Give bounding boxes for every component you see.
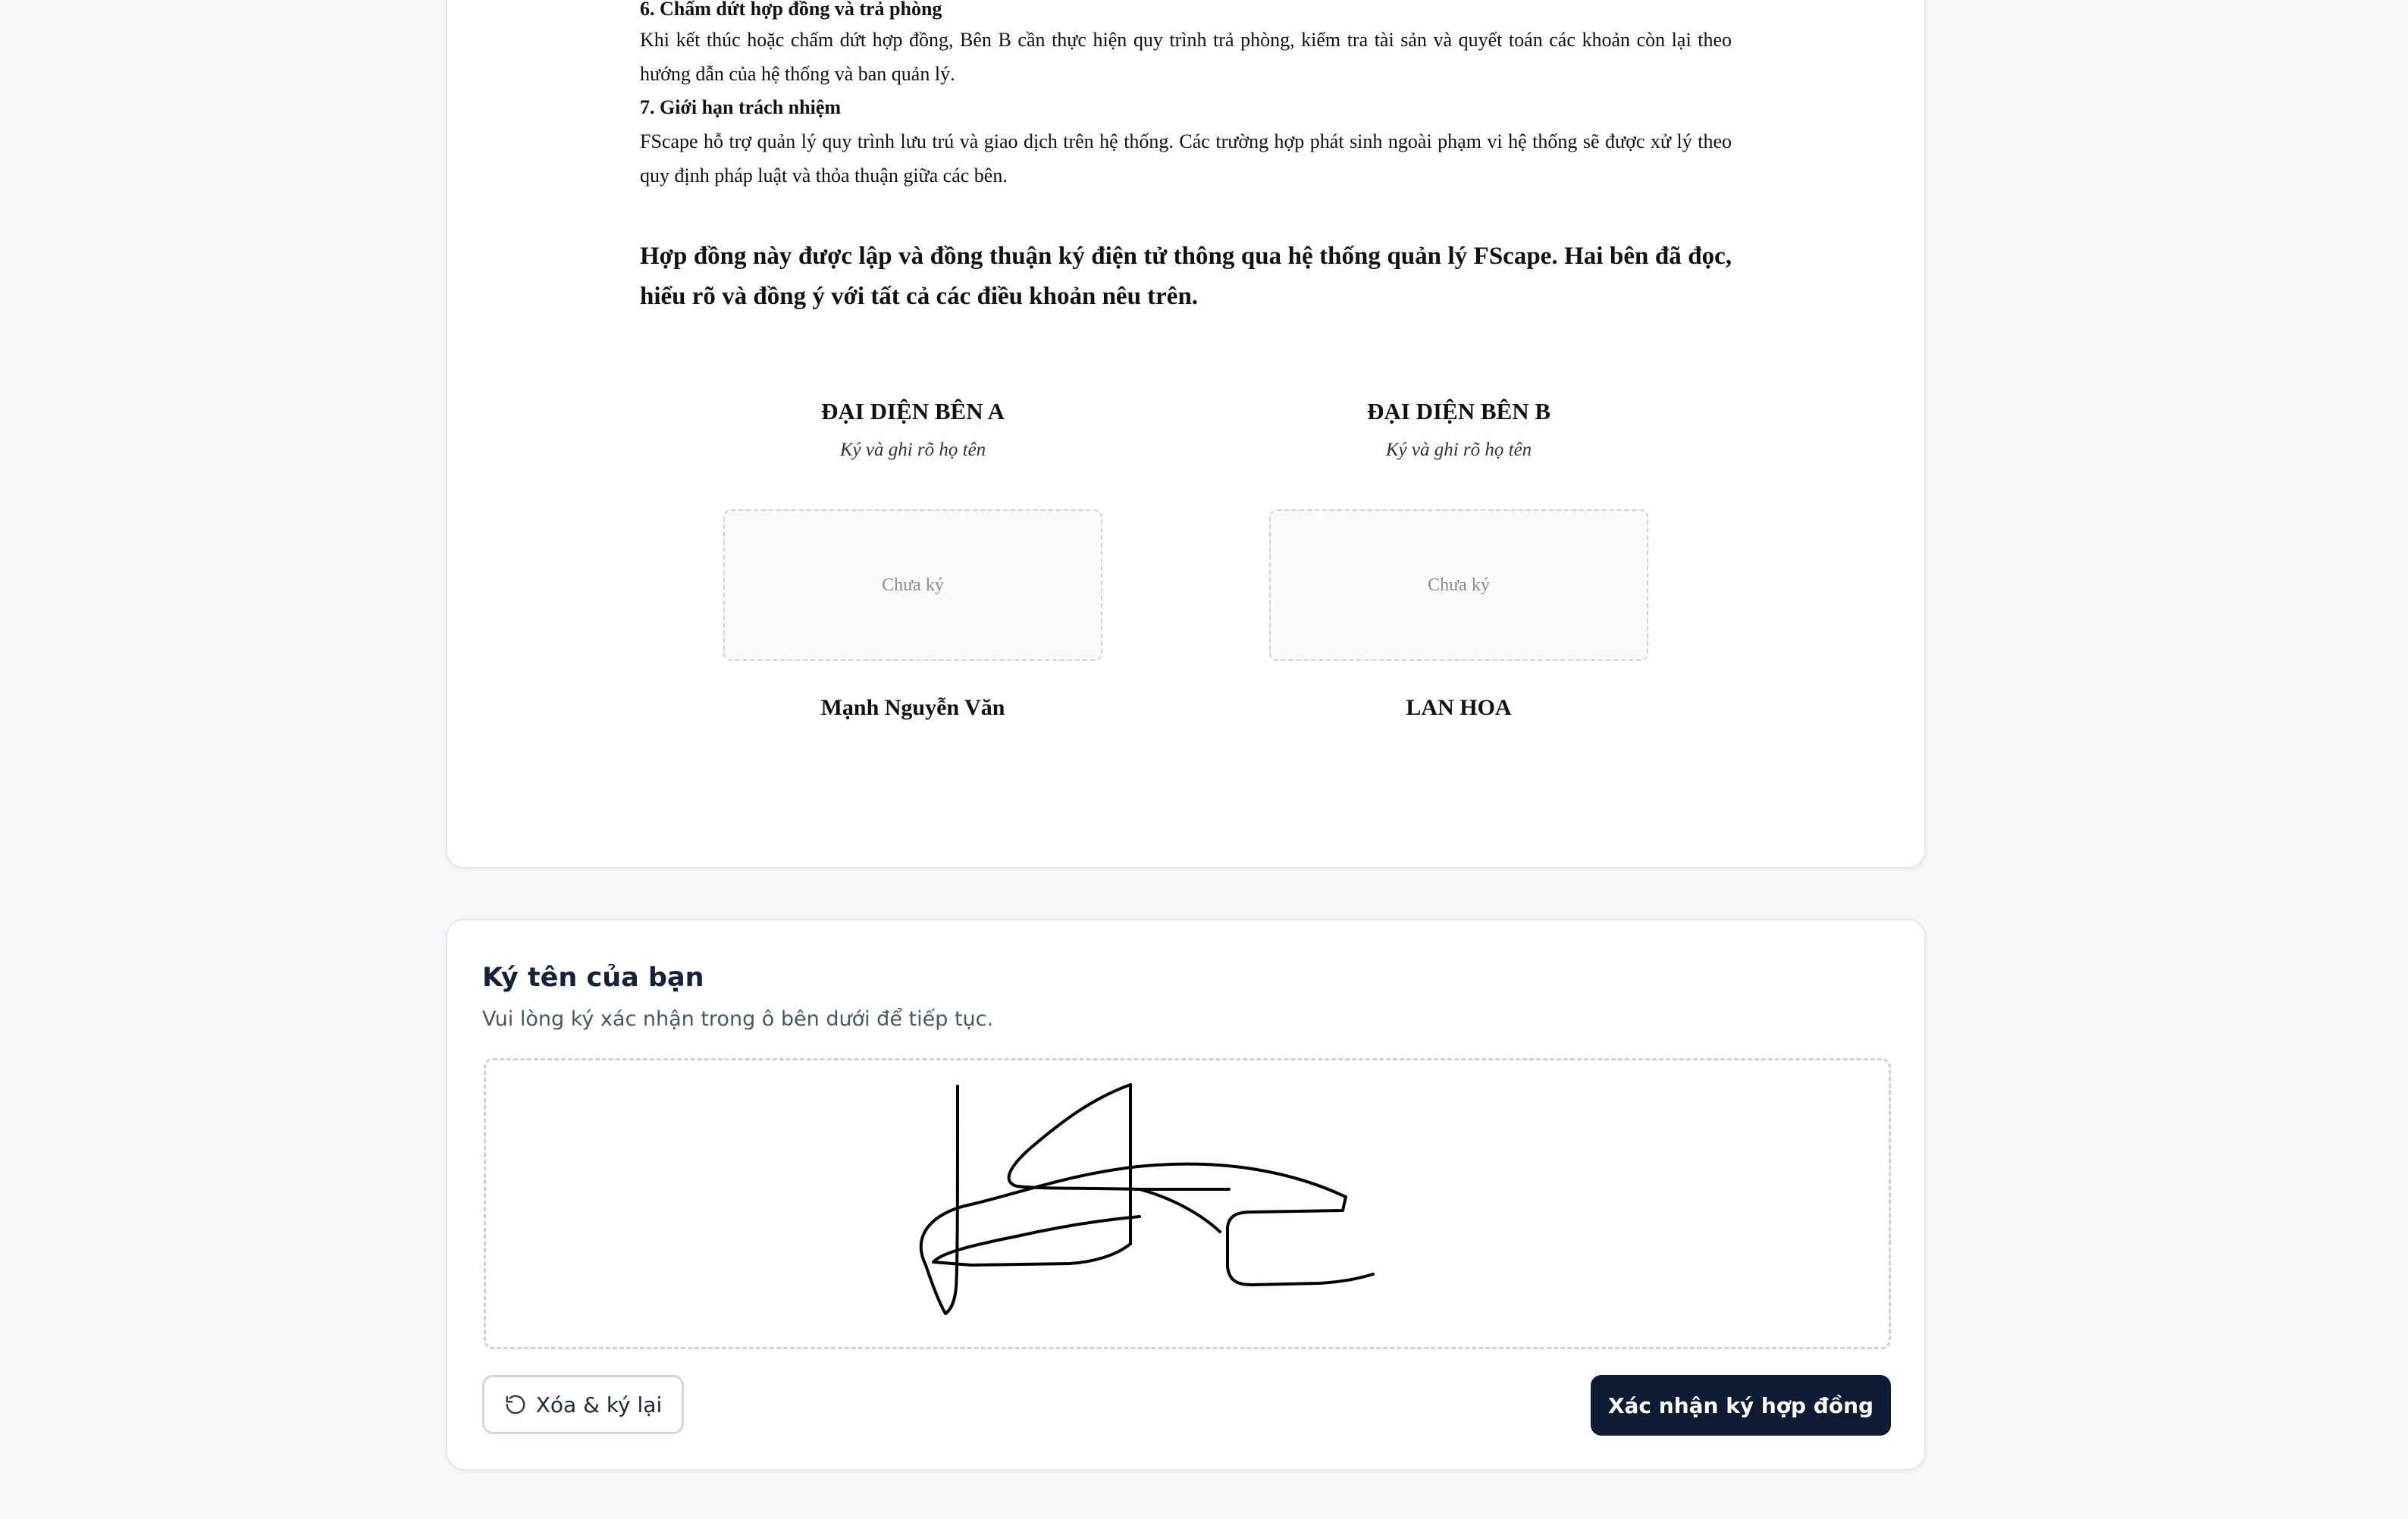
party-b-name: LAN HOA: [1406, 695, 1512, 720]
party-b-slot-status: Chưa ký: [1428, 575, 1490, 595]
confirm-button-label: Xác nhận ký hợp đồng: [1607, 1392, 1874, 1418]
party-a-slot-status: Chưa ký: [882, 575, 944, 595]
signature-panel-subtitle: Vui lòng ký xác nhận trong ô bên dưới để tiếp tục.: [482, 1007, 994, 1031]
party-b-note: Ký và ghi rõ họ tên: [1385, 440, 1532, 460]
rotate-ccw-icon: [504, 1393, 527, 1416]
clause-6-heading: 6. Chấm dứt hợp đồng và trả phòng: [640, 0, 942, 20]
confirm-sign-contract-button[interactable]: [1591, 1375, 1891, 1436]
party-a-signature-block: [723, 394, 1102, 723]
party-a-note: Ký và ghi rõ họ tên: [839, 440, 986, 460]
drawn-signature: [486, 1060, 1889, 1347]
signature-panel: [446, 919, 1926, 1470]
signature-pad[interactable]: [484, 1058, 1891, 1349]
party-a-title: ĐẠI DIỆN BÊN A: [820, 398, 1005, 424]
party-b-signature-block: [1269, 394, 1648, 723]
signature-panel-title: Ký tên của bạn: [482, 963, 704, 993]
clear-and-resign-button[interactable]: [482, 1375, 684, 1434]
party-b-signature-slot: [1269, 509, 1648, 661]
party-a-name: Mạnh Nguyễn Văn: [820, 695, 1005, 720]
clause-6-text: Khi kết thúc hoặc chấm dứt hợp đồng, Bên B cần thực hiện quy trình trả phòng, kiểm tra tài sản và quyết toán các khoản còn lại theo hướng dẫn của hệ thống và ban quản lý.: [640, 29, 1732, 85]
party-b-title: ĐẠI DIỆN BÊN B: [1366, 398, 1551, 424]
closing-statement: Hợp đồng này được lập và đồng thuận ký điện tử thông qua hệ thống quản lý FScape. Hai bên đã đọc, hiểu rõ và đồng ý với tất cả các điều khoản nêu trên.: [640, 243, 1732, 310]
clause-7-text: FScape hỗ trợ quản lý quy trình lưu trú và giao dịch trên hệ thống. Các trường hợp phát sinh ngoài phạm vi hệ thống sẽ được xử lý theo quy định pháp luật và thỏa thuận giữa các bên.: [640, 130, 1732, 186]
clause-7-heading: 7. Giới hạn trách nhiệm: [640, 96, 842, 118]
clear-button-label: Xóa & ký lại: [535, 1392, 663, 1417]
party-a-signature-slot: [723, 509, 1102, 661]
